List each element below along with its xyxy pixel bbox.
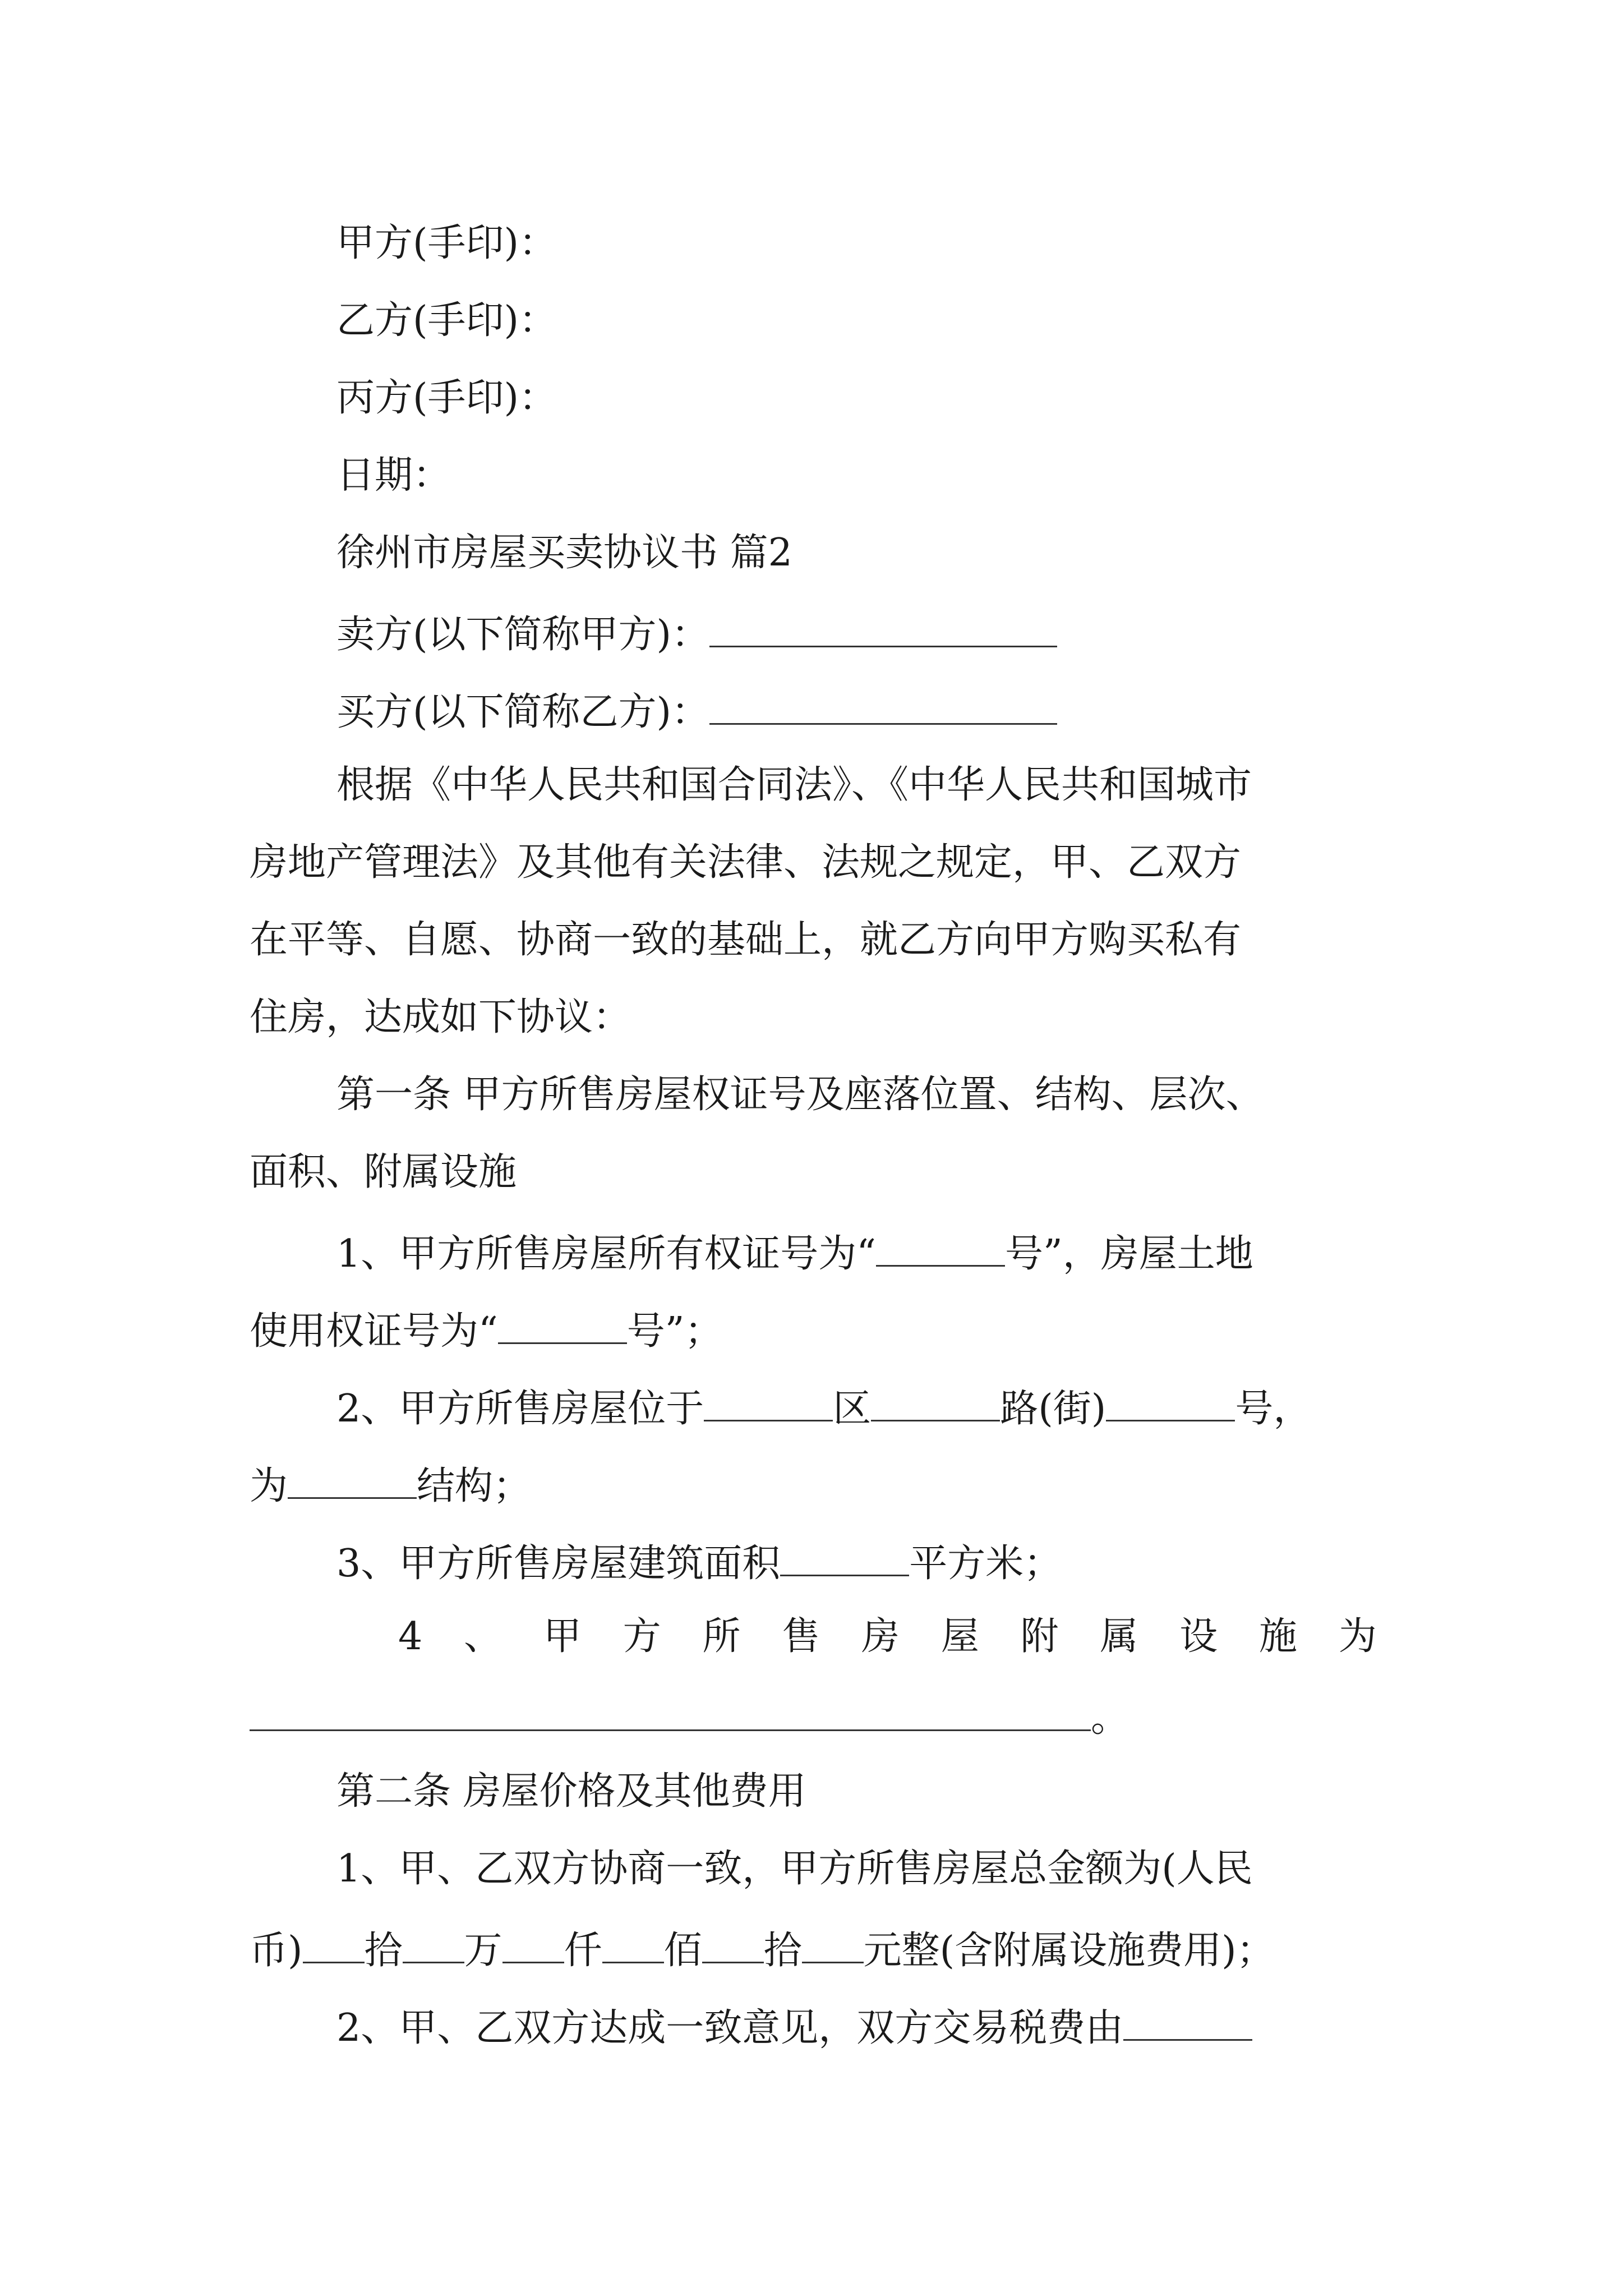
buyer-blank (709, 689, 1057, 725)
price-unit: 仟 (564, 1929, 602, 1973)
item4-char: 4 (398, 1614, 423, 1659)
preamble-line: 房地产管理法》及其他有关法律、法规之规定，甲、乙双方 (250, 840, 1242, 885)
price-blank (802, 1927, 864, 1963)
area-blank (780, 1540, 909, 1576)
signature-party-b: 乙方(手印)： (336, 298, 557, 343)
item2-text: 结构； (417, 1464, 532, 1509)
item1-text: 号”； (626, 1309, 723, 1354)
item4-char: 属 (1100, 1614, 1138, 1659)
price-unit: 元整(含附属设施费用)； (863, 1929, 1275, 1973)
article1-item3 (336, 1540, 1062, 1586)
article1-item1-cont (250, 1308, 723, 1354)
item1-text: 号”，房屋土地 (1005, 1232, 1253, 1277)
seller-line (336, 611, 1057, 657)
item3-text: 平方米； (909, 1542, 1062, 1586)
preamble-line: 根据《中华人民共和国合同法》、《中华人民共和国城市 (336, 763, 1252, 807)
structure-blank (288, 1463, 417, 1499)
item4-end: 。 (1091, 1696, 1129, 1741)
item4-char: 设 (1179, 1614, 1218, 1659)
price-unit: 万 (464, 1929, 502, 1973)
preamble-line: 在平等、自愿、协商一致的基础上，就乙方向甲方购买私有 (250, 918, 1242, 962)
price-blank (303, 1927, 365, 1963)
signature-party-a: 甲方(手印)： (336, 221, 557, 265)
article2-heading: 第二条 房屋价格及其他费用 (336, 1769, 806, 1814)
item1-text: 使用权证号为“ (250, 1309, 498, 1354)
price-text: 币) (250, 1929, 303, 1973)
price-blank (602, 1927, 664, 1963)
buyer-label: 买方(以下简称乙方)： (336, 690, 710, 735)
land-cert-blank (498, 1308, 627, 1344)
item4-char: 为 (1338, 1614, 1377, 1659)
price-unit: 拾 (364, 1929, 403, 1973)
facilities-blank (250, 1695, 1091, 1731)
item2-text: 号， (1235, 1387, 1312, 1432)
number-blank (1106, 1386, 1235, 1421)
item2-text: 2、甲方所售房屋位于 (336, 1387, 704, 1432)
item4-char: 售 (782, 1614, 820, 1659)
tax-party-blank (1123, 2005, 1252, 2041)
article2-item1-cont (250, 1927, 1275, 1973)
buyer-line (336, 689, 1057, 735)
article2-item1: 1、甲、乙双方协商一致，甲方所售房屋总金额为(人民 (336, 1847, 1253, 1891)
item2-text: 路(街) (1000, 1387, 1106, 1432)
preamble-line: 住房，达成如下协议： (250, 995, 631, 1039)
item4-char: 屋 (940, 1614, 979, 1659)
item2-text: 区 (833, 1387, 872, 1432)
article1-item2-cont (250, 1463, 532, 1509)
article2-item2 (336, 2005, 1252, 2051)
item4-char: 、 (464, 1614, 502, 1659)
article1-heading: 第一条 甲方所售房屋权证号及座落位置、结构、层次、 (336, 1073, 1264, 1117)
article1-heading-cont: 面积、附属设施 (250, 1150, 517, 1194)
article1-item1 (336, 1231, 1253, 1277)
price-blank (702, 1927, 764, 1963)
item3-text: 3、甲方所售房屋建筑面积 (336, 1542, 781, 1586)
signature-date: 日期： (336, 453, 451, 498)
item1-text: 1、甲方所售房屋所有权证号为“ (336, 1232, 877, 1277)
price-unit: 佰 (663, 1929, 702, 1973)
price-unit: 拾 (763, 1929, 802, 1973)
item4-char: 方 (623, 1614, 661, 1659)
price-blank (403, 1927, 464, 1963)
item4-char: 施 (1259, 1614, 1298, 1659)
road-blank (871, 1386, 1000, 1421)
article1-item2 (336, 1386, 1312, 1432)
item2-text: 2、甲、乙双方达成一致意见，双方交易税费由 (336, 2006, 1124, 2051)
item2-text: 为 (250, 1464, 288, 1509)
item4-char: 附 (1020, 1614, 1059, 1659)
signature-party-c: 丙方(手印)： (336, 376, 557, 420)
document-title: 徐州市房屋买卖协议书 篇2 (336, 531, 792, 575)
seller-label: 卖方(以下简称甲方)： (336, 613, 710, 657)
seller-blank (709, 611, 1057, 647)
item4-char: 甲 (543, 1614, 582, 1659)
article1-item4 (398, 1614, 1377, 1659)
article1-item4-cont (250, 1695, 1129, 1741)
price-blank (502, 1927, 564, 1963)
item4-char: 所 (702, 1614, 741, 1659)
item4-char: 房 (861, 1614, 900, 1659)
cert-number-blank (876, 1231, 1005, 1267)
district-blank (704, 1386, 833, 1421)
